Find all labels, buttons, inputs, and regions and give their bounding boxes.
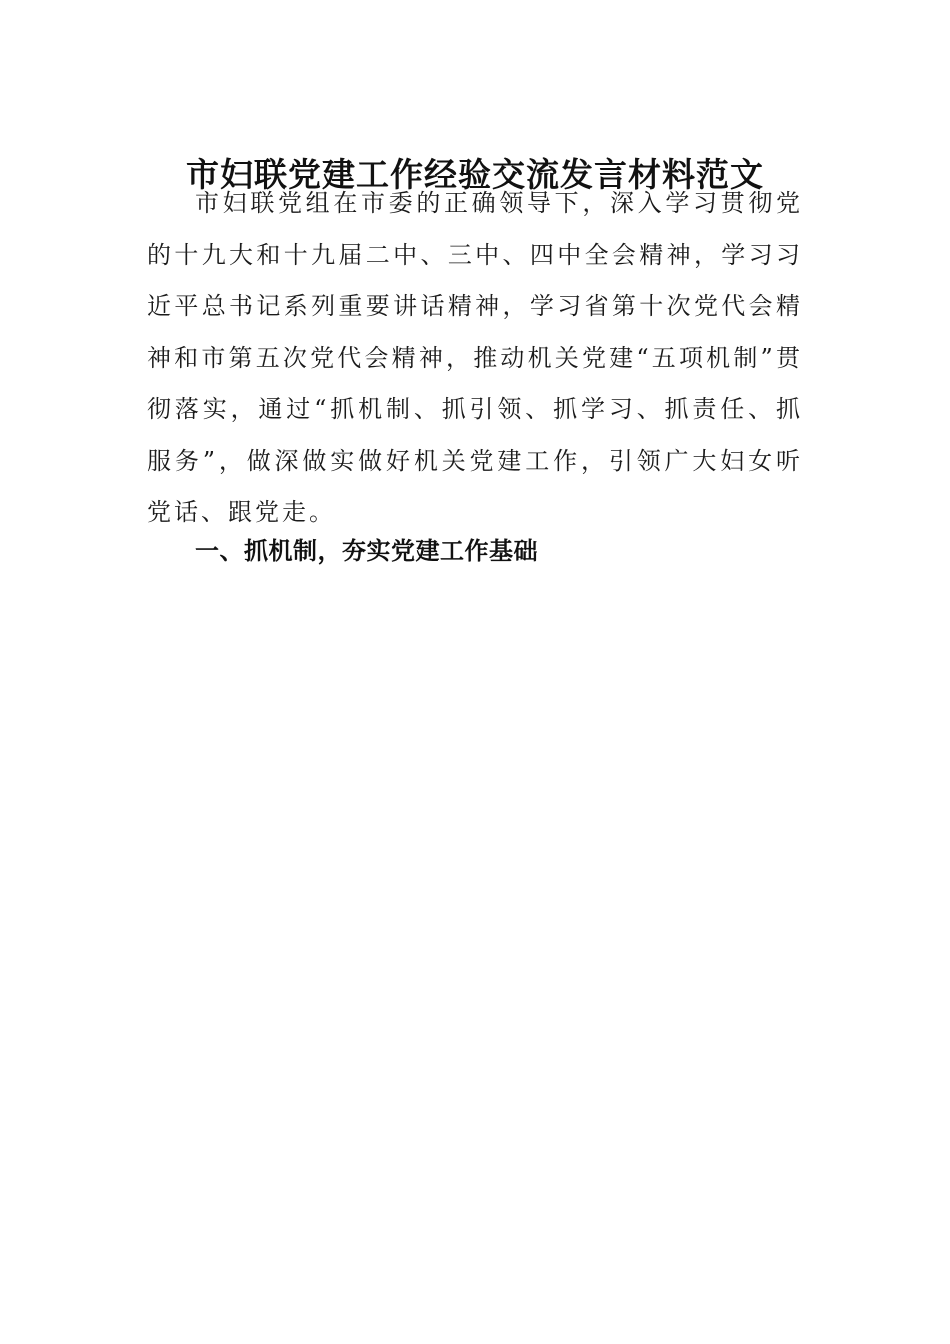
document-title: 市妇联党建工作经验交流发言材料范文 xyxy=(186,155,764,195)
body-paragraph: 市妇联党组在市委的正确领导下，深入学习贯彻党的十九大和十九届二中、三中、四中全会精神，学习习近平总书记系列重要讲话精神，学习省第十次党代会精神和市第五次党代会精神，推动机关党建“五项机制”贯彻落实，通过“抓机制、抓引领、抓学习、抓责任、抓服务”，做深做实做好机关党建工作，引领广大妇女听党话、跟党走。 xyxy=(147,189,803,526)
section-heading: 一、抓机制，夯实党建工作基础 xyxy=(195,537,538,565)
